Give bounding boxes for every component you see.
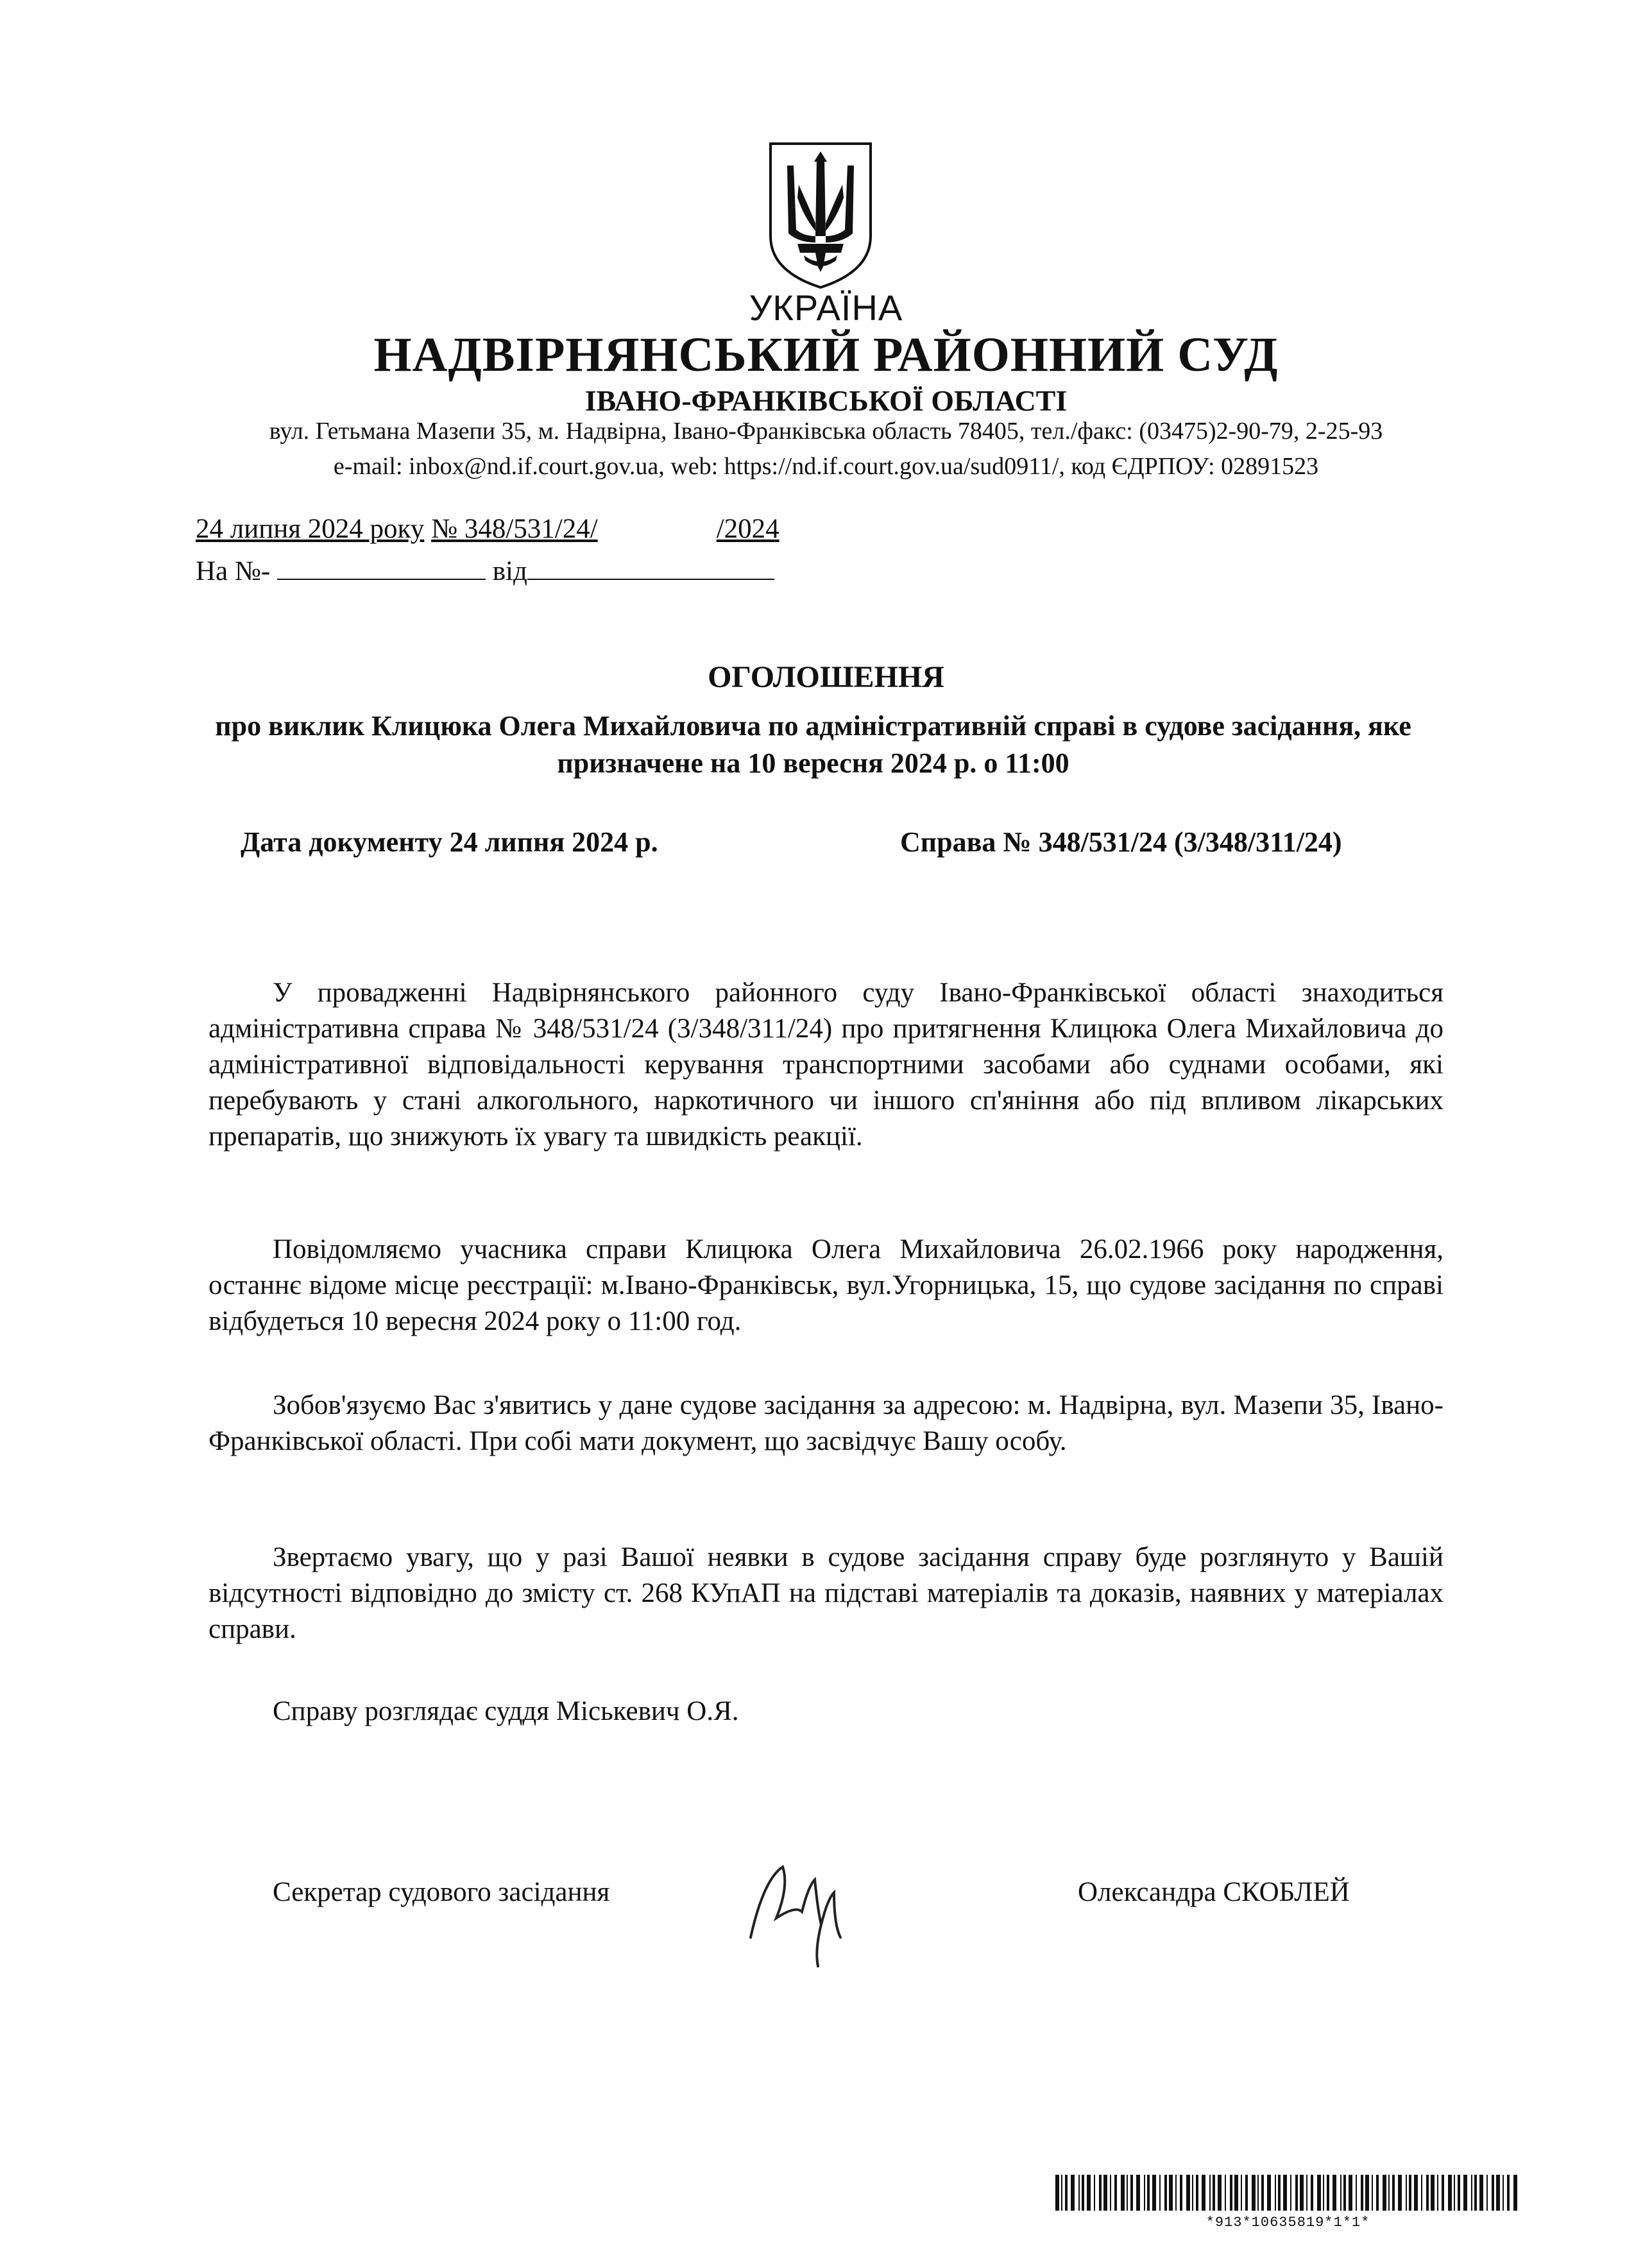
court-region: ІВАНО-ФРАНКІВСЬКОЇ ОБЛАСТІ xyxy=(584,384,1068,417)
incoming-number-blank xyxy=(277,557,486,580)
body-paragraph-2: Повідомляємо учасника справи Клицюка Олега Михайловича 26.02.1966 року народження, останнє відоме місце реєстрації: м.Івано-Франківськ, вул.Угорницька, 15, що судове засідання по справі відбудеться 10 вересня 2024 року о 11:00 год. xyxy=(209,1234,1443,1336)
body-paragraph-5: Справу розглядає суддя Міськевич О.Я. xyxy=(273,1696,739,1726)
barcode xyxy=(1055,2175,1520,2211)
document-date: Дата документу 24 липня 2024 р. xyxy=(241,826,658,858)
barcode-text: *913*10635819*1*1* xyxy=(1205,2215,1370,2231)
body-paragraph-3: Зобов'язуємо Вас з'явитись у дане судове засідання за адресою: м. Надвірна, вул. Мазепи 35, Івано-Франківської області. При собі мати документ, що засвідчує Вашу особу. xyxy=(209,1390,1443,1456)
court-name: НАДВІРНЯНСЬКИЙ РАЙОННИЙ СУД xyxy=(373,328,1279,382)
notice-title: ОГОЛОШЕННЯ xyxy=(708,660,944,694)
incoming-from-label: від xyxy=(492,556,527,586)
court-address: вул. Гетьмана Мазепи 35, м. Надвірна, Івано-Франківська область 78405, тел./факс: (03475)2-90-79, 2-25-93 xyxy=(269,418,1383,445)
body-paragraph-1: У провадженні Надвірнянського районного суду Івано-Франківської області знаходиться адміністративна справа № 348/531/24 (3/348/311/24) про притягнення Клицюка Олега Михайловича до адміністративної відповідальності керування транспортними засобами або суднами особами, які перебувають у стані алкогольного, наркотичного чи іншого сп'яніння або під впливом лікарських препаратів, що знижують їх увагу та швидкість реакції. xyxy=(209,978,1443,1152)
case-number: Справа № 348/531/24 (3/348/311/24) xyxy=(900,826,1342,858)
incoming-reference xyxy=(196,556,774,587)
handwritten-signature xyxy=(738,1841,866,1969)
court-contacts: e-mail: inbox@nd.if.court.gov.ua, web: https://nd.if.court.gov.ua/sud0911/, код ЄДРПОУ: 02891523 xyxy=(333,453,1319,480)
outgoing-reference xyxy=(196,513,779,545)
outgoing-number: № 348/531/24/ /2024 xyxy=(431,514,779,544)
signatory-name: Олександра СКОБЛЕЙ xyxy=(1078,1877,1350,1907)
signatory-role: Секретар судового засідання xyxy=(273,1877,610,1907)
body-paragraph-4: Звертаємо увагу, що у разі Вашої неявки в судове засідання справу буде розглянуто у Вашій відсутності відповідно до змісту ст. 268 КУпАП на підставі матеріалів та доказів, наявних у матеріалах справи. xyxy=(209,1542,1443,1644)
country-name: УКРАЇНА xyxy=(749,287,903,328)
outgoing-date: 24 липня 2024 року xyxy=(196,514,425,544)
incoming-number-label: На №- xyxy=(196,556,271,586)
trident-coat-of-arms-icon xyxy=(765,140,876,290)
incoming-date-blank xyxy=(527,557,774,580)
notice-subtitle: про виклик Клицюка Олега Михайловича по адміністративній справі в судове засідання, яке призначене на 10 вересня 2024 р. о 11:00 xyxy=(215,710,1411,779)
